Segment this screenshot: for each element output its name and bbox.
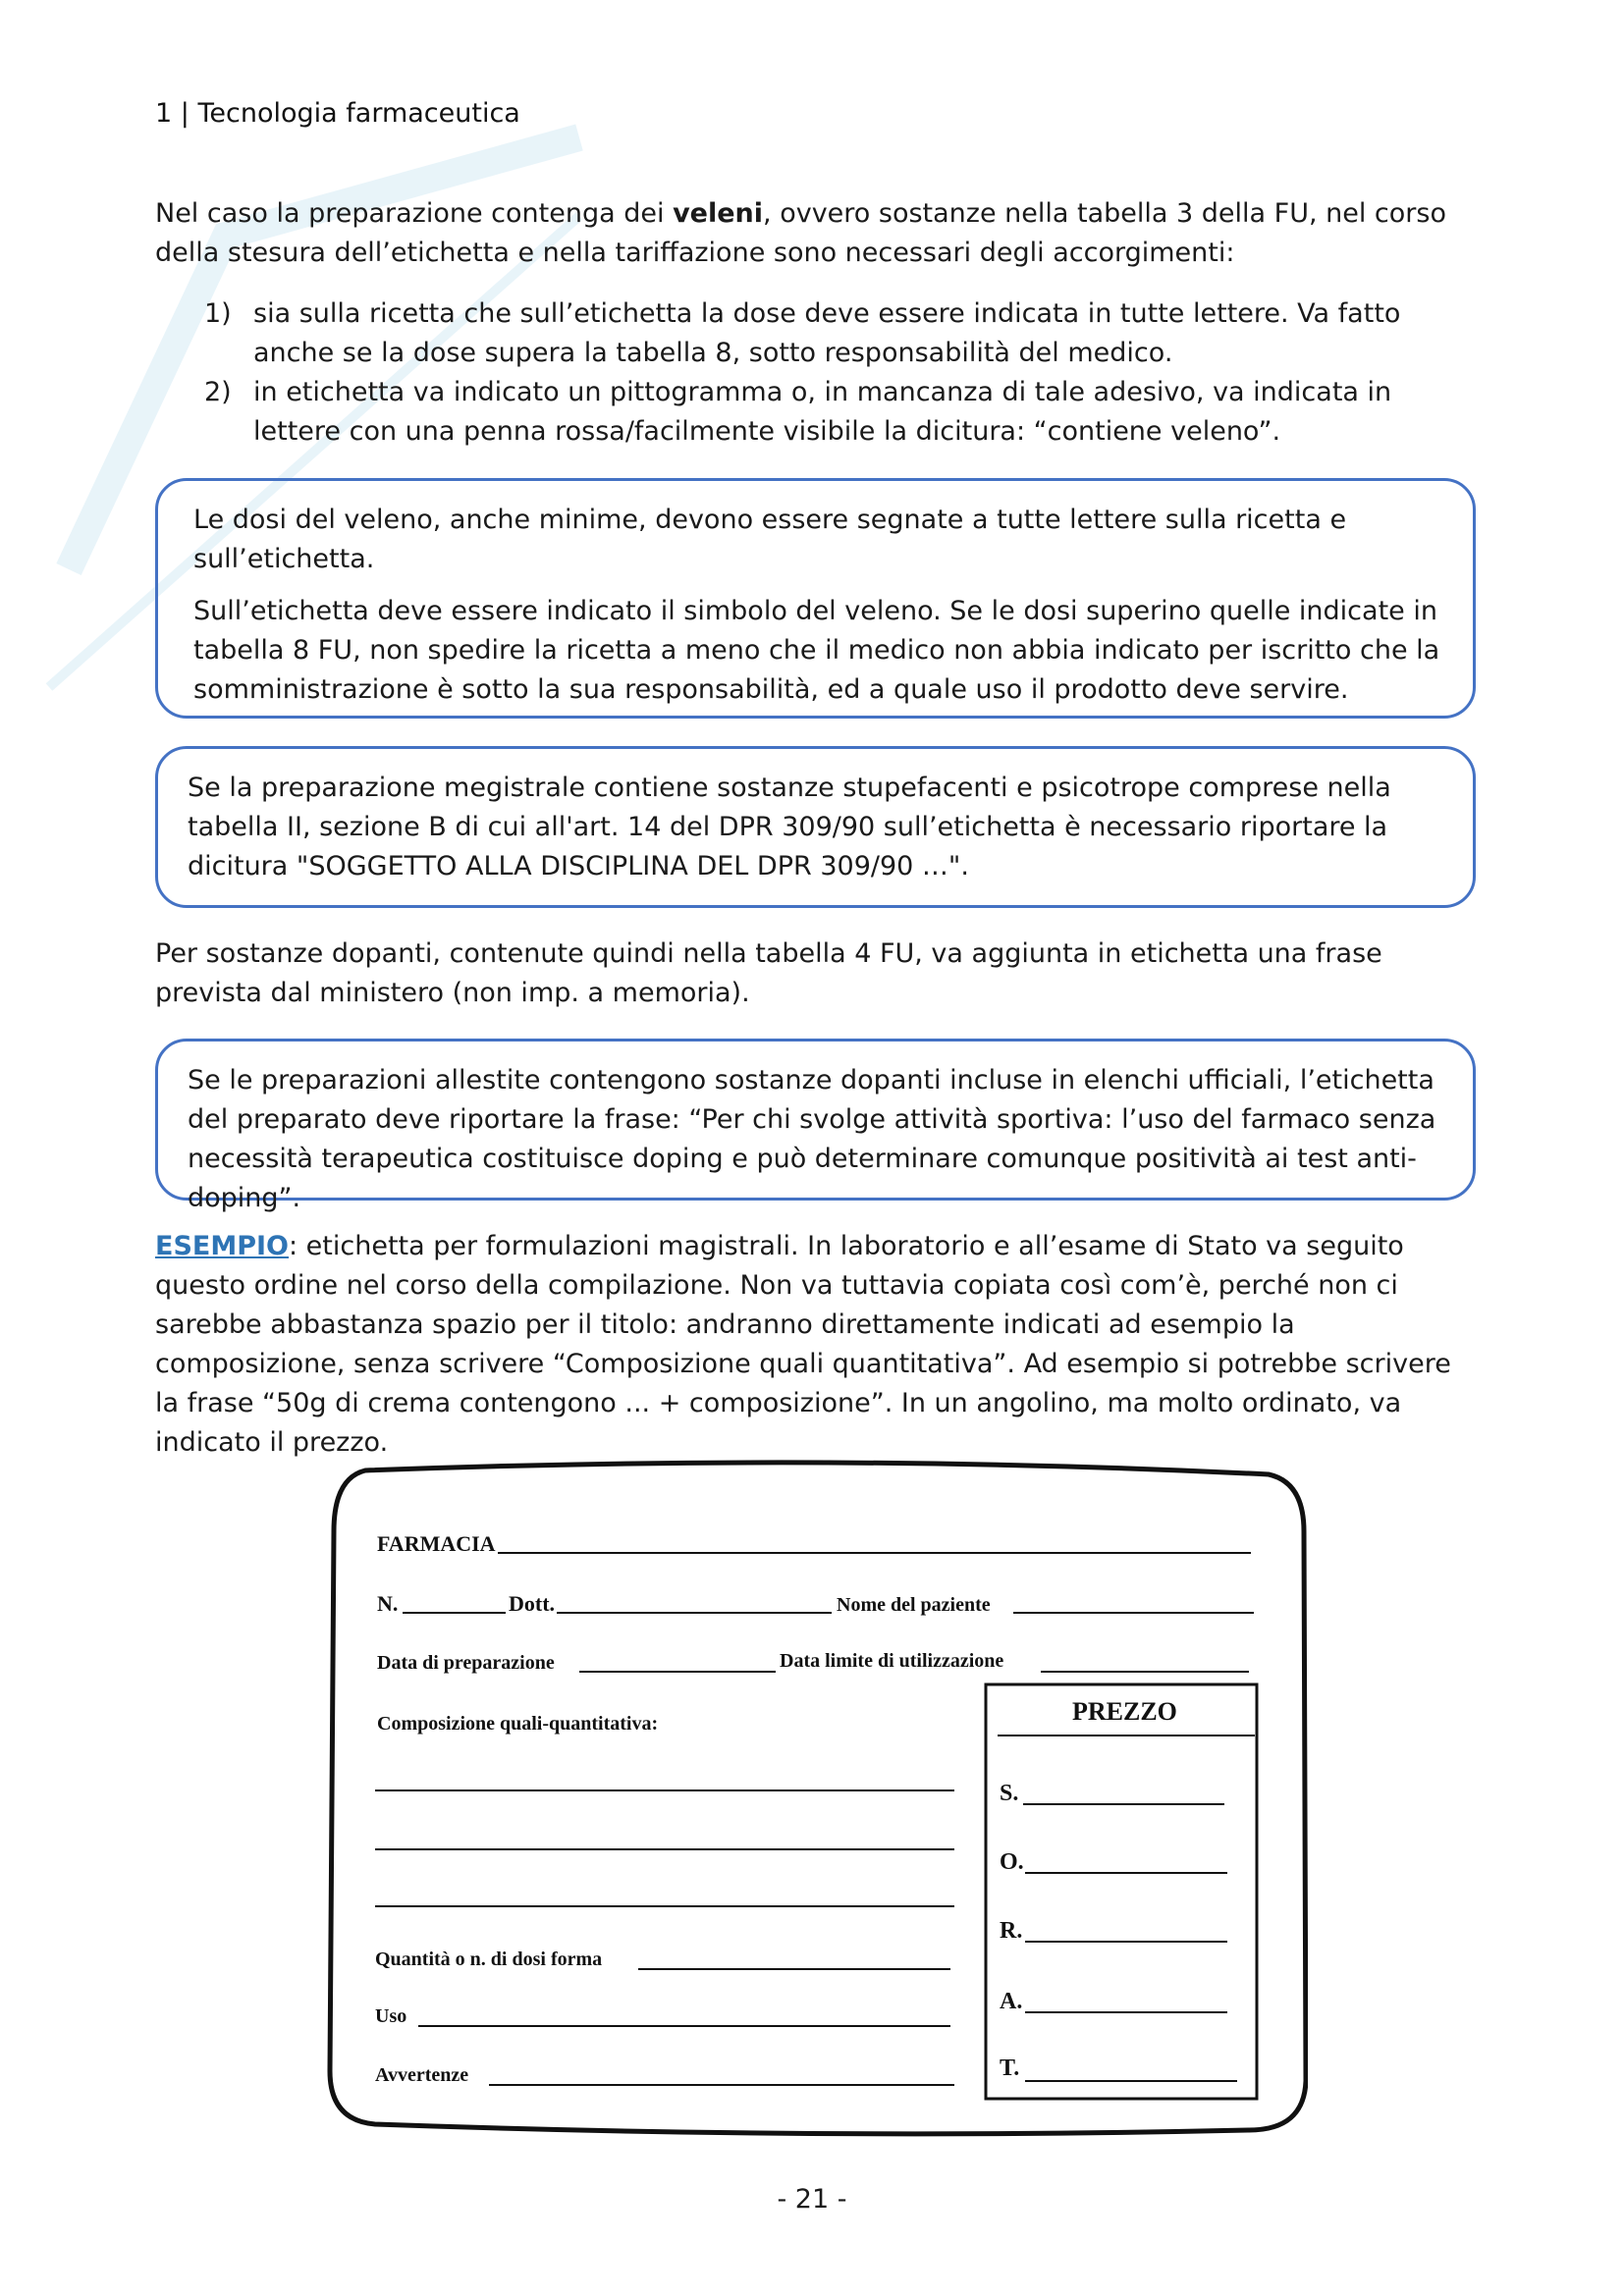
note-box-veleno bbox=[155, 478, 1476, 719]
list-item bbox=[155, 294, 1476, 373]
label-data-preparazione: Data di preparazione bbox=[377, 1652, 555, 1674]
prezzo-box bbox=[986, 1684, 1257, 2099]
intro-text-post: , ovvero sostanze nella tabella 3 della FU, nel corso della stesura dell’etichetta e nella tariffazione sono necessari degli accorgimenti: bbox=[155, 198, 1446, 268]
label-composizione: Composizione quali-quantitativa: bbox=[377, 1713, 659, 1735]
list-item bbox=[155, 373, 1476, 452]
esempio-link[interactable]: ESEMPIO bbox=[155, 1231, 289, 1261]
note-box-dopanti bbox=[155, 1039, 1476, 1213]
label-nome-paziente: Nome del paziente bbox=[837, 1594, 991, 1616]
prezzo-row-r: R. bbox=[1000, 1918, 1023, 1944]
dopanti-paragraph: Per sostanze dopanti, contenute quindi nella tabella 4 FU, va aggiunta in etichetta una frase prevista dal ministero (non imp. a memoria). bbox=[155, 938, 1382, 1008]
list-number: 1) bbox=[204, 298, 232, 329]
page-header bbox=[155, 98, 520, 129]
intro-paragraph bbox=[155, 194, 1476, 273]
intro-bold-veleni: veleni bbox=[673, 198, 764, 229]
list-number: 2) bbox=[204, 377, 232, 407]
header-title: Tecnologia farmaceutica bbox=[197, 98, 520, 129]
label-farmacia: FARMACIA bbox=[377, 1531, 496, 1556]
prezzo-row-t: T. bbox=[1000, 2056, 1020, 2081]
label-prezzo: PREZZO bbox=[1072, 1697, 1177, 1726]
prezzo-row-o: O. bbox=[1000, 1849, 1024, 1875]
prezzo-row-a: A. bbox=[1000, 1989, 1023, 2014]
note-box-veleno-p2: Sull’etichetta deve essere indicato il simbolo del veleno. Se le dosi superino quelle indicate in tabella 8 FU, non spedire la ricetta a meno che il medico non abbia indicato per iscritto che la somministrazione è sotto la sua responsabilità, ed a quale uso il prodotto deve servire. bbox=[193, 596, 1440, 705]
label-n: N. bbox=[377, 1591, 399, 1616]
note-box-stupefacenti-text: Se la preparazione megistrale contiene sostanze stupefacenti e psicotrope comprese nella tabella II, sezione B di cui all'art. 14 del DPR 309/90 sull’etichetta è necessario riportare la dicitura "SOGGETTO ALLA DISCIPLINA DEL DPR 309/90 …". bbox=[188, 773, 1391, 881]
label-avvertenze: Avvertenze bbox=[375, 2064, 469, 2086]
label-uso: Uso bbox=[375, 2005, 407, 2027]
requirements-list bbox=[155, 294, 1476, 452]
label-border bbox=[330, 1463, 1306, 2134]
list-text: sia sulla ricetta che sull’etichetta la dose deve essere indicata in tutte lettere. Va fatto anche se la dose supera la tabella 8, sotto responsabilità del medico. bbox=[253, 298, 1401, 368]
header-page-number: 1 bbox=[155, 98, 173, 129]
header-separator: | bbox=[180, 98, 189, 129]
pharmacy-label-form bbox=[326, 1453, 1308, 2138]
page-number-footer: - 21 - bbox=[777, 2184, 847, 2215]
label-dott: Dott. bbox=[509, 1591, 556, 1616]
note-box-veleno-p1: Le dosi del veleno, anche minime, devono essere segnate a tutte lettere sulla ricetta e sull’etichetta. bbox=[193, 505, 1347, 574]
label-quantita: Quantità o n. di dosi forma bbox=[375, 1949, 603, 1970]
label-data-limite: Data limite di utilizzazione bbox=[780, 1650, 1004, 1672]
list-text: in etichetta va indicato un pittogramma o, in mancanza di tale adesivo, va indicata in lettere con una penna rossa/facilmente visibile la dicitura: “contiene veleno”. bbox=[253, 377, 1392, 447]
note-box-stupefacenti bbox=[155, 746, 1476, 908]
note-box-dopanti-text: Se le preparazioni allestite contengono sostanze dopanti incluse in elenchi ufficiali, l’etichetta del preparato deve riportare la frase: “Per chi svolge attività sportiva: l’uso del farmaco senza necessità terapeutica costituisce doping e può determinare comunque positività ai test anti-doping”. bbox=[188, 1065, 1436, 1213]
esempio-paragraph bbox=[155, 1227, 1476, 1463]
esempio-text: : etichetta per formulazioni magistrali. In laboratorio e all’esame di Stato va seguito questo ordine nel corso della compilazione. Non va tuttavia copiata così com’è, perché non ci sarebbe abbastanza spazio per il titolo: andranno direttamente indicati ad esempio la composizione, senza scrivere “Composizione quali quantitativa”. Ad esempio si potrebbe scrivere la frase “50g di crema contengono ... + composizione”. In un angolino, ma molto ordinato, va indicato il prezzo. bbox=[155, 1231, 1451, 1458]
intro-text-pre: Nel caso la preparazione contenga dei bbox=[155, 198, 674, 229]
prezzo-row-s: S. bbox=[1000, 1781, 1019, 1806]
